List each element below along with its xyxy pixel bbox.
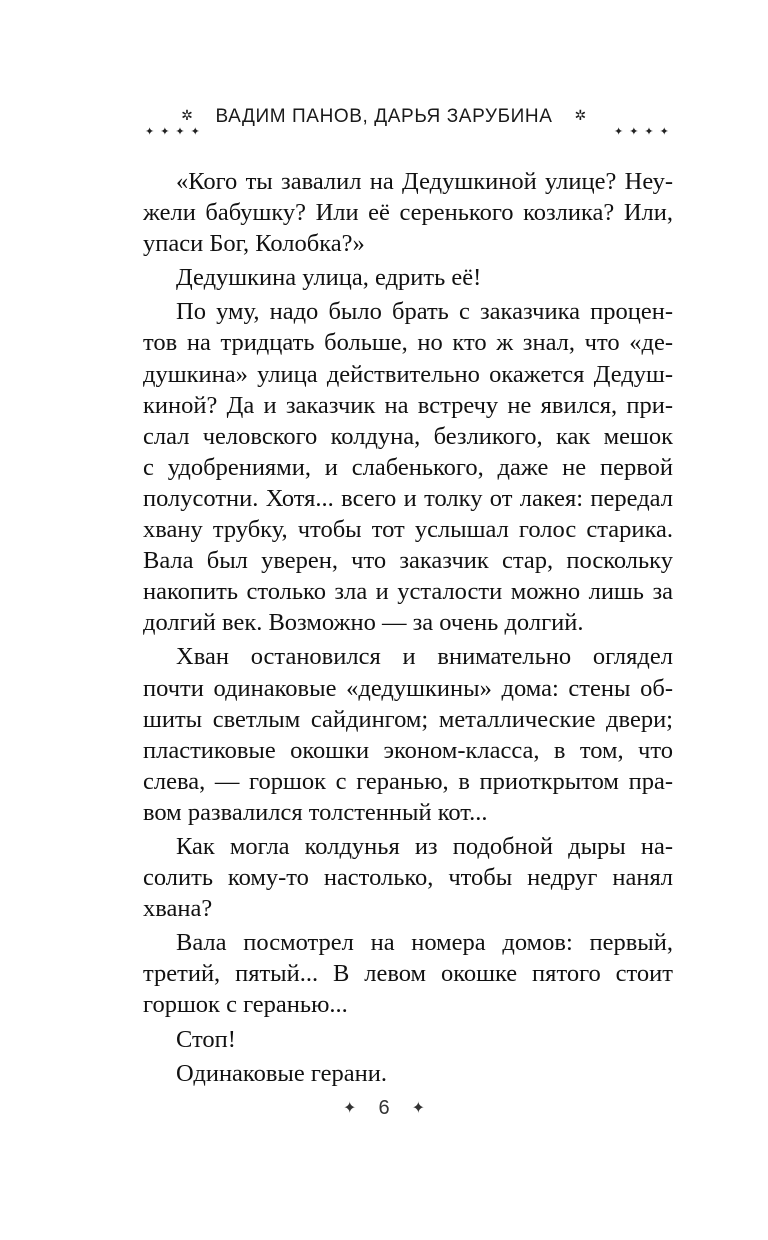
paragraph <box>143 927 673 1020</box>
text-line: «Кого ты завалил на Дедушкиной улице? Неу- <box>176 168 673 195</box>
paragraph <box>143 831 673 924</box>
text-line: Одинаковые герани. <box>176 1059 387 1087</box>
dots-left-icon: ✦✦✦✦ <box>145 126 206 138</box>
text-line: Вала посмотрел на номера домов: первый, <box>176 929 673 957</box>
ornament-left-icon: ✲ <box>181 107 194 123</box>
paragraph <box>143 1024 673 1055</box>
page-footer <box>0 1097 768 1120</box>
text-line: слева, — горшок с геранью, в приоткрытом пра- <box>143 767 673 795</box>
text-line: Хван остановился и внимательно оглядел <box>176 643 673 671</box>
text-line: Как могла колдунья из подобной дыры на- <box>176 832 673 860</box>
paragraph <box>143 641 673 828</box>
paragraph <box>143 166 673 259</box>
text-line: Дедушкина улица, едрить её! <box>176 264 482 292</box>
text-line: хвана? <box>143 895 213 923</box>
text-line: слал человского колдуна, безликого, как мешок <box>143 422 673 450</box>
text-line: Вала был уверен, что заказчик стар, поскольку <box>143 547 673 575</box>
text-line: жели бабушку? Или её серенького козлика? Или, <box>143 199 673 227</box>
text-line: душкина» улица действительно окажется Дедуш- <box>143 360 673 388</box>
text-line: киной? Да и заказчик на встречу не явился, при- <box>143 391 673 419</box>
text-line: полусотни. Хотя... всего и толку от лакея: передал <box>143 484 673 512</box>
text-line: солить кому-то настолько, чтобы недруг нанял <box>143 864 673 892</box>
text-line: почти одинаковые «дедушкины» дома: стены об- <box>143 674 673 702</box>
text-line: пластиковые окошки эконом-класса, в том, что <box>143 736 673 764</box>
folio-star-left-icon: ✦ <box>343 1100 357 1117</box>
text-line: Стоп! <box>176 1025 236 1053</box>
text-line: долгий век. Возможно — за очень долгий. <box>143 609 584 637</box>
text-line: хвану трубку, чтобы тот услышал голос старика. <box>143 516 673 544</box>
text-line: тов на тридцать больше, но кто ж знал, что «де- <box>143 329 673 357</box>
ornament-right-icon: ✲ <box>574 107 587 123</box>
text-line: с удобрениями, и слабенького, даже не первой <box>143 453 673 481</box>
dots-right-icon: ✦✦✦✦ <box>614 126 675 138</box>
running-head <box>0 100 768 140</box>
paragraph <box>143 1058 673 1089</box>
text-line: вом развалился толстенный кот... <box>143 798 488 826</box>
text-line: По уму, надо было брать с заказчика процен- <box>176 298 673 326</box>
running-head-title: ВАДИМ ПАНОВ, ДАРЬЯ ЗАРУБИНА <box>215 106 553 127</box>
text-line: упаси Бог, Колобка?» <box>143 230 365 258</box>
page-number: 6 <box>378 1097 390 1119</box>
text-line: шиты светлым сайдингом; металлические двери; <box>143 705 673 733</box>
folio-star-right-icon: ✦ <box>411 1100 425 1117</box>
text-line: накопить столько зла и усталости можно лишь за <box>143 578 673 606</box>
text-line: третий, пятый... В левом окошке пятого стоит <box>143 960 673 988</box>
paragraph <box>143 262 673 293</box>
text-line: горшок с геранью... <box>143 991 348 1019</box>
paragraph <box>143 296 673 638</box>
body-text <box>143 166 673 1092</box>
